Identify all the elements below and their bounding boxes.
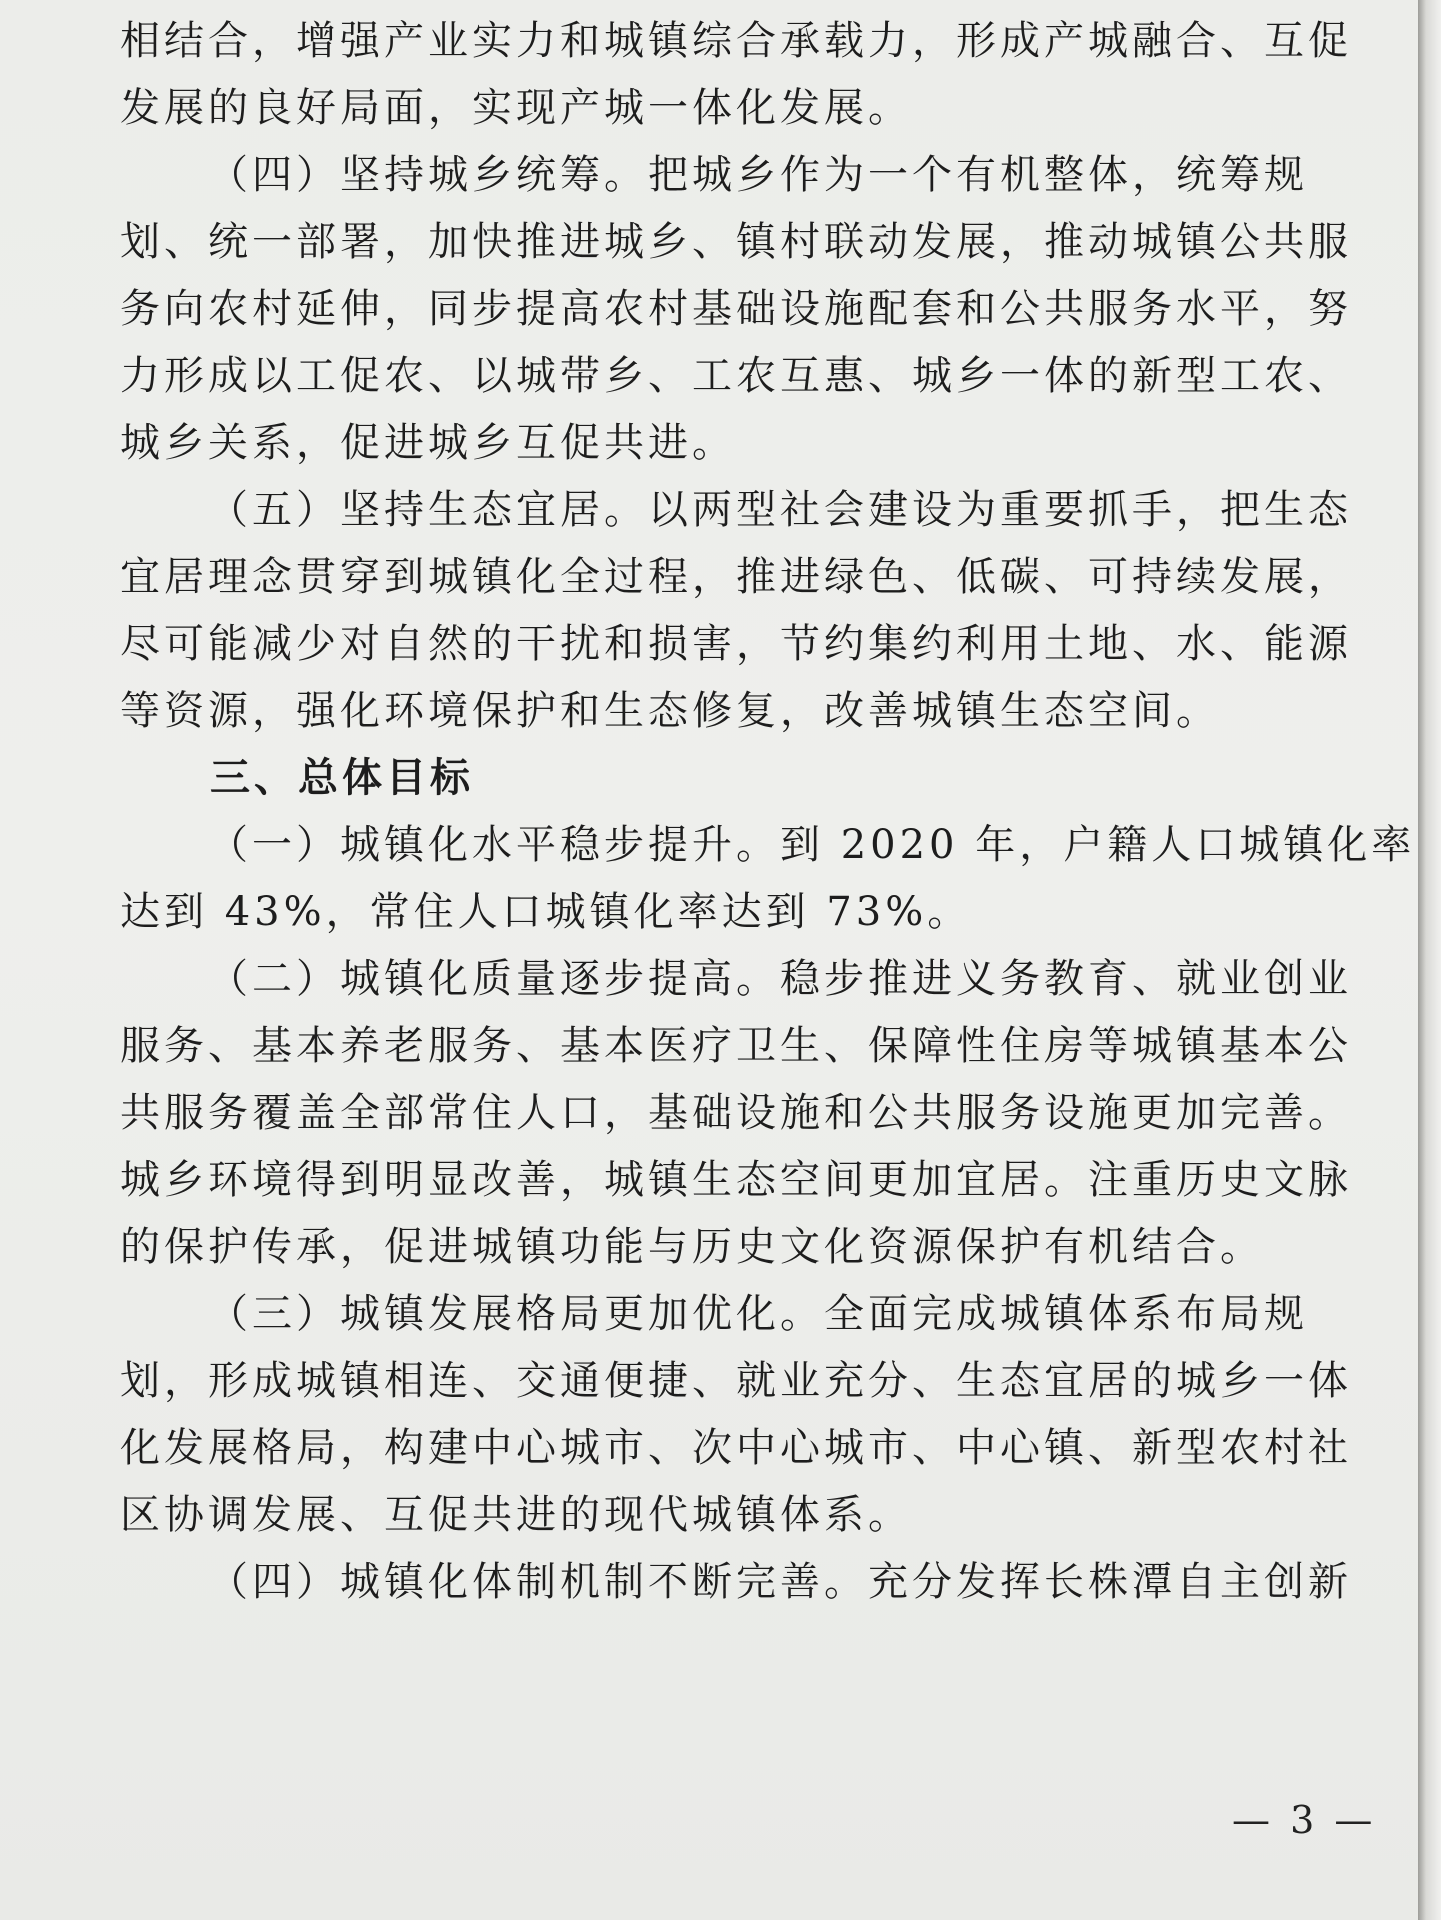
text-line: 区协调发展、互促共进的现代城镇体系。 <box>120 1492 912 1538</box>
section-heading <box>120 745 1320 812</box>
text-line: 相结合，增强产业实力和城镇综合承载力，形成产城融合、互促 <box>120 18 1352 64</box>
text-line: 宜居理念贯穿到城镇化全过程，推进绿色、低碳、可持续发展， <box>120 554 1352 600</box>
paper-edge <box>1418 0 1441 1920</box>
text-line: 划、统一部署，加快推进城乡、镇村联动发展，推动城镇公共服 <box>120 219 1352 265</box>
text-line: 城乡关系，促进城乡互促共进。 <box>120 420 736 466</box>
text-line: 力形成以工促农、以城带乡、工农互惠、城乡一体的新型工农、 <box>120 353 1352 399</box>
text-line: 化发展格局，构建中心城市、次中心城市、中心镇、新型农村社 <box>120 1425 1352 1471</box>
section-title: 三、总体目标 <box>210 755 474 801</box>
document-body <box>120 8 1416 1616</box>
paragraph-urbanization-level <box>120 812 1416 946</box>
text-line: 划，形成城镇相连、交通便捷、就业充分、生态宜居的城乡一体 <box>120 1358 1352 1404</box>
text-line: 服务、基本养老服务、基本医疗卫生、保障性住房等城镇基本公 <box>120 1023 1352 1069</box>
text-line: 等资源，强化环境保护和生态修复，改善城镇生态空间。 <box>120 688 1220 734</box>
text-line: （四）城镇化体制机制不断完善。充分发挥长株潭自主创新 <box>208 1559 1352 1605</box>
text-line: 的保护传承，促进城镇功能与历史文化资源保护有机结合。 <box>120 1224 1264 1270</box>
page-number: — 3 — <box>1232 1798 1377 1842</box>
paragraph-ecological-livability <box>120 477 1352 745</box>
text-line: （三）城镇发展格局更加优化。全面完成城镇体系布局规 <box>208 1291 1308 1337</box>
text-line: （五）坚持生态宜居。以两型社会建设为重要抓手，把生态 <box>208 487 1352 533</box>
paragraph-continuation <box>120 8 1352 142</box>
paragraph-urbanization-quality <box>120 946 1352 1281</box>
text-line: （二）城镇化质量逐步提高。稳步推进义务教育、就业创业 <box>208 956 1352 1002</box>
text-line: 共服务覆盖全部常住人口，基础设施和公共服务设施更加完善。 <box>120 1090 1352 1136</box>
text-line: （一）城镇化水平稳步提升。到 2020 年，户籍人口城镇化率 <box>208 822 1416 868</box>
text-line: 发展的良好局面，实现产城一体化发展。 <box>120 85 912 131</box>
text-line: 城乡环境得到明显改善，城镇生态空间更加宜居。注重历史文脉 <box>120 1157 1352 1203</box>
paragraph-development-pattern <box>120 1281 1352 1549</box>
text-line: （四）坚持城乡统筹。把城乡作为一个有机整体，统筹规 <box>208 152 1308 198</box>
text-line: 务向农村延伸，同步提高农村基础设施配套和公共服务水平，努 <box>120 286 1352 332</box>
text-line: 达到 43%，常住人口城镇化率达到 73%。 <box>120 889 972 935</box>
paragraph-urban-rural-coordination <box>120 142 1352 477</box>
text-line: 尽可能减少对自然的干扰和损害，节约集约利用土地、水、能源 <box>120 621 1352 667</box>
paragraph-institutional-mechanism <box>120 1549 1352 1616</box>
